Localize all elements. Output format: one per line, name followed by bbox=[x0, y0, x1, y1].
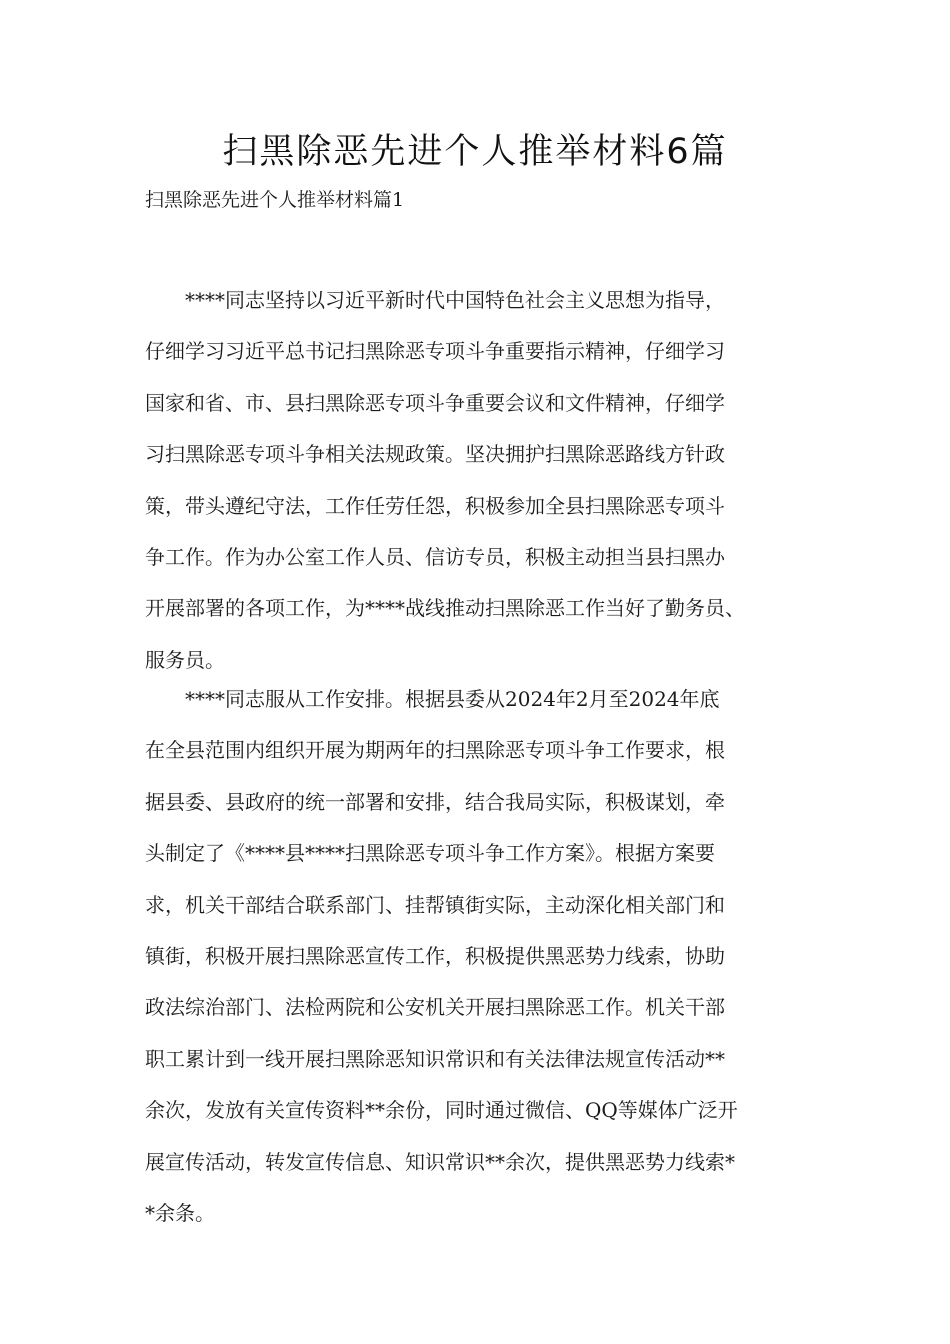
section-heading: 扫黑除恶先进个人推举材料篇1 bbox=[145, 189, 405, 211]
paragraph-line: 仔细学习习近平总书记扫黑除恶专项斗争重要指示精神，仔细学习 bbox=[145, 339, 725, 364]
paragraph-line: 策，带头遵纪守法，工作任劳任怨，积极参加全县扫黑除恶专项斗 bbox=[145, 493, 725, 518]
paragraph-1 bbox=[145, 275, 810, 686]
paragraph-line: 服务员。 bbox=[145, 647, 225, 672]
paragraph-line: 习扫黑除恶专项斗争相关法规政策。坚决拥护扫黑除恶路线方针政 bbox=[145, 442, 725, 467]
paragraph-line: 国家和省、市、县扫黑除恶专项斗争重要会议和文件精神，仔细学 bbox=[145, 390, 725, 415]
paragraph-line: 头制定了《****县****扫黑除恶专项斗争工作方案》。根据方案要 bbox=[145, 841, 715, 866]
paragraph-line: 争工作。作为办公室工作人员、信访专员，积极主动担当县扫黑办 bbox=[145, 545, 725, 570]
paragraph-line: 政法综治部门、法检两院和公安机关开展扫黑除恶工作。机关干部 bbox=[145, 995, 725, 1020]
paragraph-line: *余条。 bbox=[145, 1201, 215, 1226]
paragraph-line: 职工累计到一线开展扫黑除恶知识常识和有关法律法规宣传活动** bbox=[145, 1046, 725, 1071]
paragraph-line: 余次，发放有关宣传资料**余份，同时通过微信、QQ等媒体广泛开 bbox=[145, 1098, 738, 1123]
paragraph-line: ****同志服从工作安排。根据县委从2024年2月至2024年底 bbox=[145, 687, 720, 711]
paragraph-line: 展宣传活动，转发宣传信息、知识常识**余次，提供黑恶势力线索* bbox=[145, 1149, 735, 1174]
paragraph-line: 镇街，积极开展扫黑除恶宣传工作，积极提供黑恶势力线索，协助 bbox=[145, 944, 725, 969]
paragraph-line: 开展部署的各项工作，为****战线推动扫黑除恶工作当好了勤务员、 bbox=[145, 596, 745, 621]
paragraph-line: 在全县范围内组织开展为期两年的扫黑除恶专项斗争工作要求，根 bbox=[145, 738, 725, 763]
paragraph-2 bbox=[145, 674, 810, 1239]
paragraph-line: ****同志坚持以习近平新时代中国特色社会主义思想为指导， bbox=[145, 288, 725, 312]
document-title: 扫黑除恶先进个人推举材料6篇 bbox=[222, 132, 728, 172]
paragraph-line: 据县委、县政府的统一部署和安排，结合我局实际，积极谋划，牵 bbox=[145, 789, 725, 814]
paragraph-line: 求，机关干部结合联系部门、挂帮镇街实际，主动深化相关部门和 bbox=[145, 892, 725, 917]
